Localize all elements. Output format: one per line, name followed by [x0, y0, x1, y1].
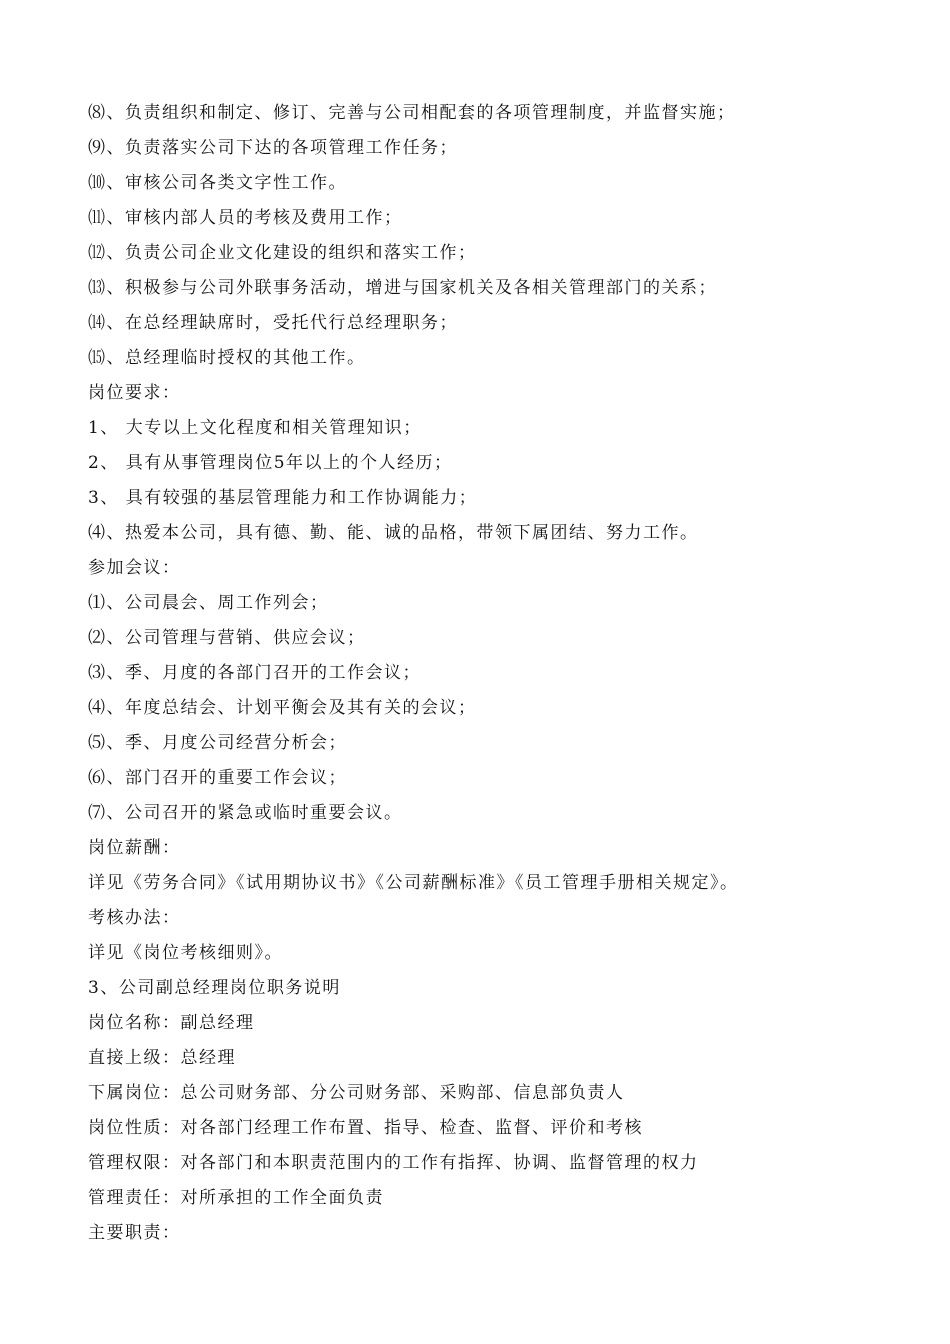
- section-heading: 考核办法：: [88, 908, 181, 928]
- section-heading: 岗位要求：: [88, 383, 181, 403]
- text-line: ⑷、热爱本公司，具有德、勤、能、诚的品格，带领下属团结、努力工作。: [88, 523, 699, 543]
- text-line: 2、 具有从事管理岗位5年以上的个人经历；: [88, 453, 453, 473]
- text-line: ⑽、审核公司各类文字性工作。: [88, 173, 347, 193]
- text-line: 岗位名称：副总经理: [88, 1013, 255, 1033]
- text-line: 管理责任：对所承担的工作全面负责: [88, 1188, 384, 1208]
- document-body: [88, 96, 888, 1251]
- text-line: 详见《劳务合同》《试用期协议书》《公司薪酬标准》《员工管理手册相关规定》。: [88, 873, 739, 893]
- section-heading: 3、公司副总经理岗位职务说明: [88, 978, 341, 998]
- text-line: 管理权限：对各部门和本职责范围内的工作有指挥、协调、监督管理的权力: [88, 1153, 699, 1173]
- text-line: ⒁、在总经理缺席时，受托代行总经理职务；: [88, 313, 458, 333]
- section-heading: 参加会议：: [88, 558, 181, 578]
- text-line: ⑸、季、月度公司经营分析会；: [88, 733, 347, 753]
- text-line: ⑺、公司召开的紧急或临时重要会议。: [88, 803, 403, 823]
- text-line: ⑹、部门召开的重要工作会议；: [88, 768, 347, 788]
- text-line: 详见《岗位考核细则》。: [88, 943, 283, 963]
- text-line: 直接上级：总经理: [88, 1048, 236, 1068]
- text-line: 3、 具有较强的基层管理能力和工作协调能力；: [88, 488, 478, 508]
- text-line: ⒀、积极参与公司外联事务活动，增进与国家机关及各相关管理部门的关系；: [88, 278, 717, 298]
- text-line: ⑼、负责落实公司下达的各项管理工作任务；: [88, 138, 458, 158]
- text-line: ⑾、审核内部人员的考核及费用工作；: [88, 208, 403, 228]
- text-line: ⑷、年度总结会、计划平衡会及其有关的会议；: [88, 698, 477, 718]
- section-heading: 岗位薪酬：: [88, 838, 181, 858]
- text-line: ⑻、负责组织和制定、修订、完善与公司相配套的各项管理制度，并监督实施；: [88, 103, 736, 123]
- text-line: ⒂、总经理临时授权的其他工作。: [88, 348, 366, 368]
- text-line: 岗位性质：对各部门经理工作布置、指导、检查、监督、评价和考核: [88, 1118, 643, 1138]
- text-line: ⑶、季、月度的各部门召开的工作会议；: [88, 663, 421, 683]
- text-line: ⑵、公司管理与营销、供应会议；: [88, 628, 366, 648]
- section-heading: 主要职责：: [88, 1223, 181, 1243]
- text-line: ⑿、负责公司企业文化建设的组织和落实工作；: [88, 243, 477, 263]
- text-line: ⑴、公司晨会、周工作列会；: [88, 593, 329, 613]
- text-line: 下属岗位：总公司财务部、分公司财务部、采购部、信息部负责人: [88, 1083, 625, 1103]
- text-line: 1、 大专以上文化程度和相关管理知识；: [88, 418, 422, 438]
